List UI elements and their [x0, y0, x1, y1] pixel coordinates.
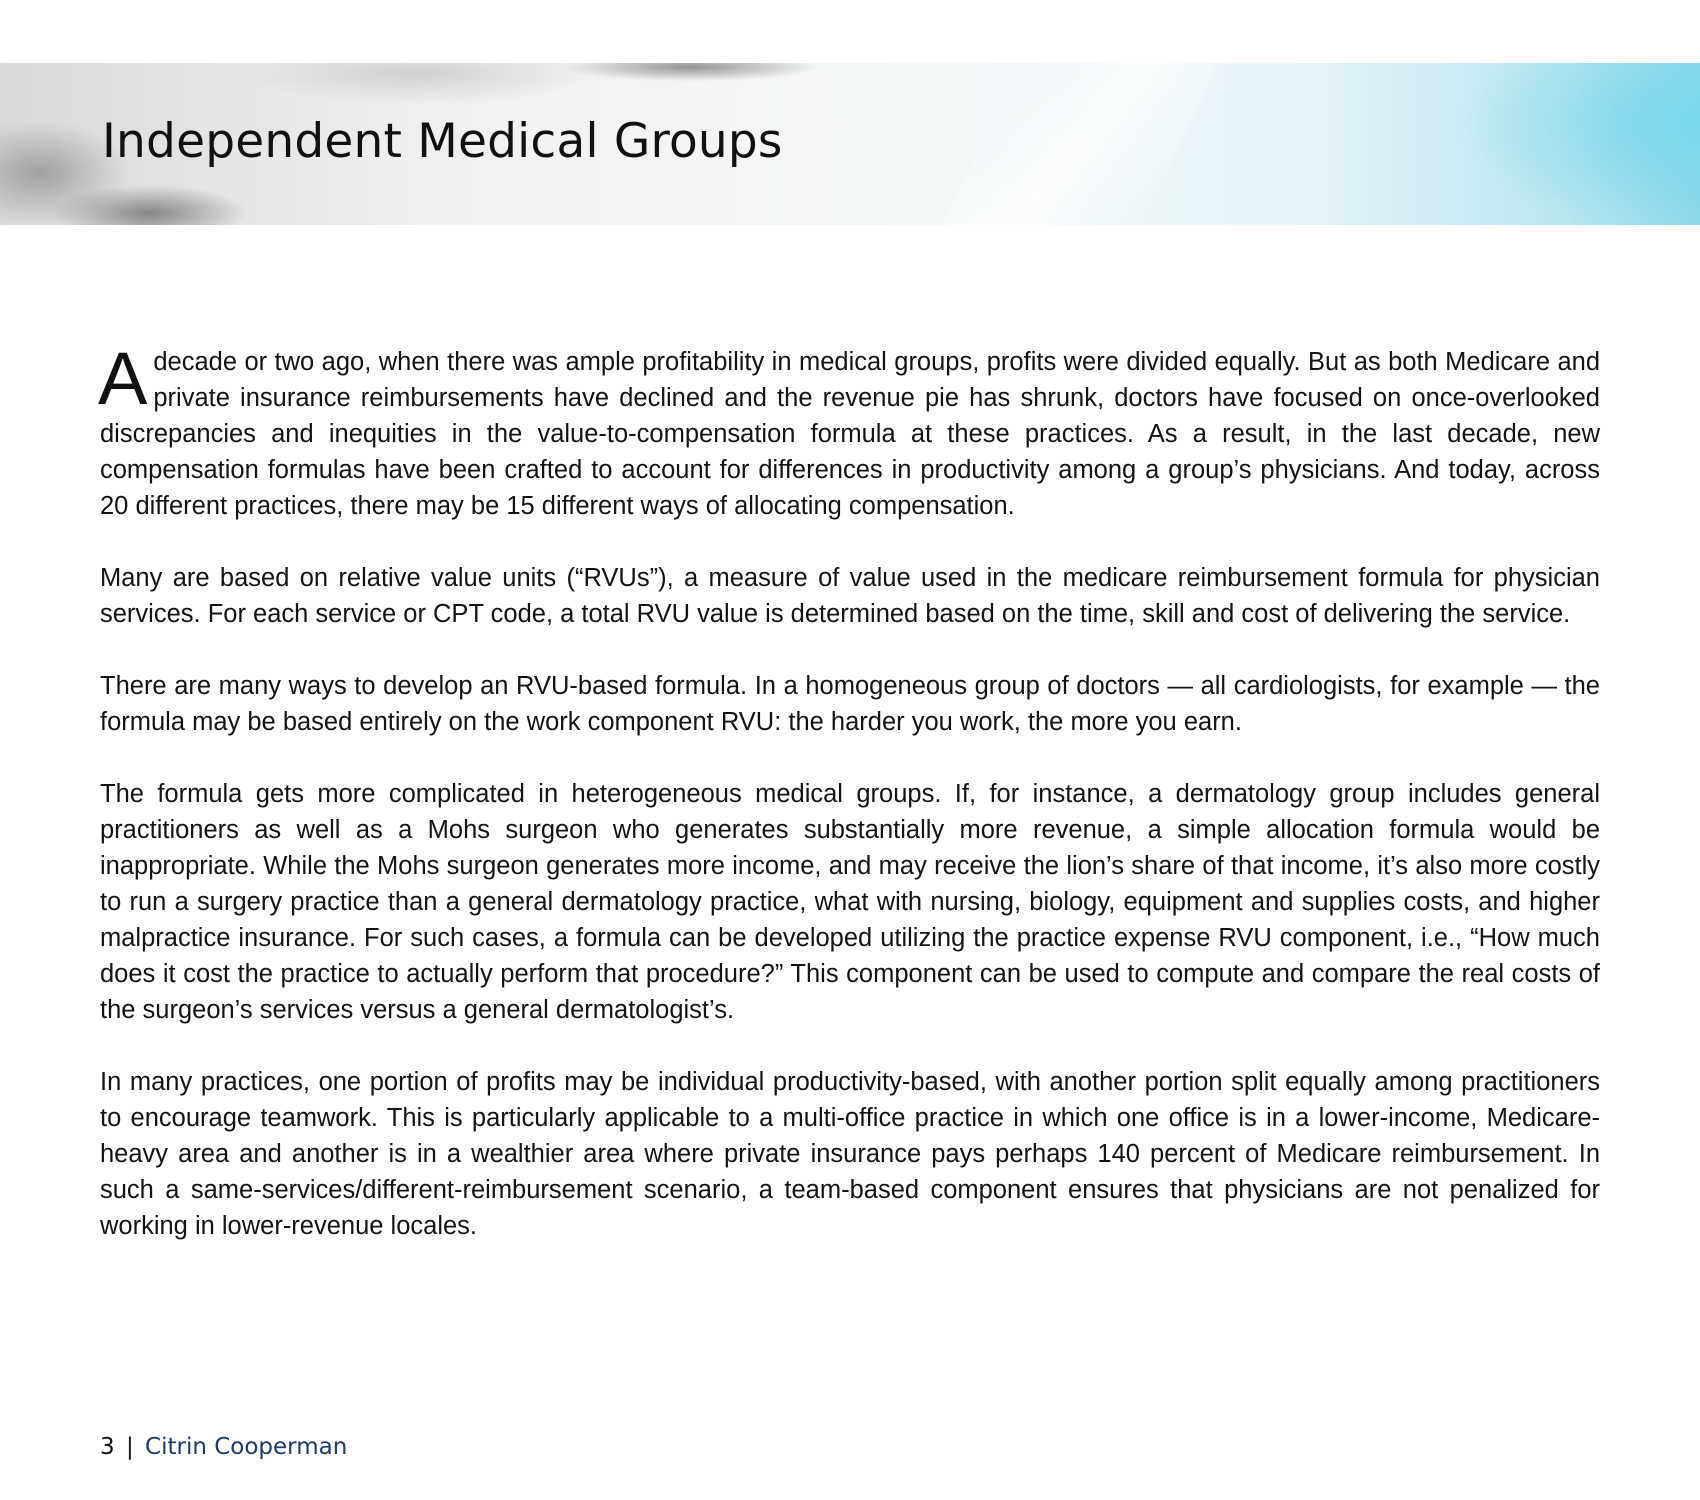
- paragraph-4: The formula gets more complicated in heterogeneous medical groups. If, for instance, a dermatology group includes general practitioners as well as a Mohs surgeon who generates substantially more revenue, a simple allocation formula would be inappropriate. While the Mohs surgeon generates more income, and may receive the lion’s share of that income, it’s also more costly to run a surgery practice than a general dermatology practice, what with nursing, biology, equipment and supplies costs, and higher malpractice insurance. For such cases, a formula can be developed utilizing the practice expense RVU component, i.e., “How much does it cost the practice to actually perform that procedure?” This component can be used to compute and compare the real costs of the surgeon’s services versus a general dermatologist’s.: [100, 780, 1600, 1024]
- page-footer: [100, 1432, 347, 1462]
- paragraph-5: In many practices, one portion of profits may be individual productivity-based, with another portion split equally among practitioners to encourage teamwork. This is particularly applicable to a multi-office practice in which one office is in a lower-income, Medicare-heavy area and another is in a wealthier area where private insurance pays perhaps 140 percent of Medicare reimbursement. In such a same-services/different-reimbursement scenario, a team-based component ensures that physicians are not penalized for working in lower-revenue locales.: [100, 1068, 1600, 1240]
- article-body: [98, 337, 1600, 1244]
- paragraph-1-text: decade or two ago, when there was ample profitability in medical groups, profits were divided equally. But as both Medicare and private insurance reimbursements have declined and the revenue pie has shrunk, doctors have focused on once-overlooked discrepancies and inequities in the value-to-compensation formula at these practices. As a result, in the last decade, new compensation formulas have been crafted to account for differences in productivity among a group’s physicians. And today, across 20 different practices, there may be 15 different ways of allocating compensation.: [100, 348, 1600, 520]
- company-name: Citrin Cooperman: [145, 1434, 348, 1460]
- drop-cap: A: [98, 337, 148, 420]
- paragraph-2: Many are based on relative value units (“RVUs”), a measure of value used in the medicare reimbursement formula for physician services. For each service or CPT code, a total RVU value is determined based on the time, skill and cost of delivering the service.: [100, 564, 1600, 628]
- page-number: 3: [100, 1434, 115, 1460]
- paragraph-3: There are many ways to develop an RVU-based formula. In a homogeneous group of doctors — all cardiologists, for example — the formula may be based entirely on the work component RVU: the harder you work, the more you earn.: [100, 672, 1600, 736]
- footer-separator: |: [125, 1434, 134, 1460]
- page-title: Independent Medical Groups: [102, 114, 783, 169]
- banner-decoration: [942, 63, 1218, 225]
- paragraph-1: [98, 337, 1600, 524]
- header-banner: [0, 63, 1700, 225]
